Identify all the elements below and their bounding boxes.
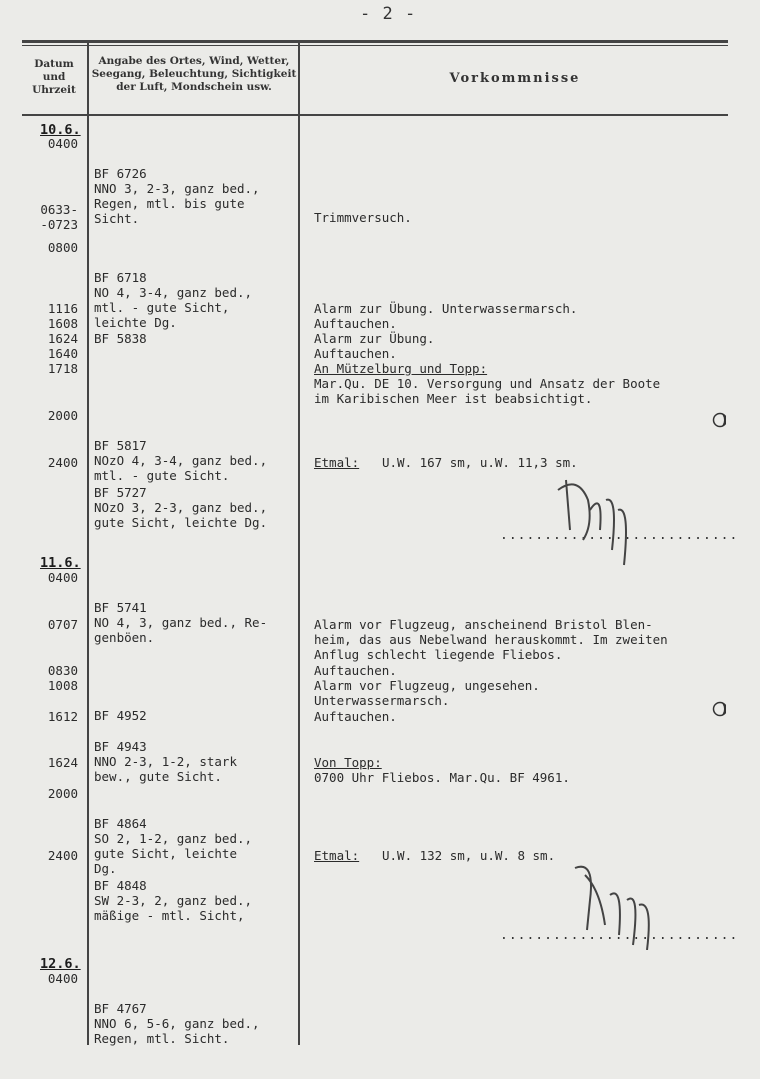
position-entry: BF 6718 NO 4, 3-4, ganz bed., mtl. - gute Sicht, leichte Dg.: [94, 270, 253, 330]
time-entry: 1116: [47, 301, 78, 316]
time-entry: 0800: [47, 240, 78, 255]
signature-line: ...........................: [500, 528, 739, 543]
header-bottom-rule: [22, 114, 728, 116]
column-divider-2: [298, 42, 300, 1045]
column-divider-1: [87, 42, 89, 1045]
time-entry: 1612: [47, 709, 78, 724]
header-location-weather: Angabe des Ortes, Wind, Wetter, Seegang, Beleuchtung, Sichtigkeit der Luft, Mondschein usw.: [91, 55, 297, 93]
event-line: Alarm zur Übung.: [314, 331, 435, 346]
event-line: Anflug schlecht liegende Fliebos.: [314, 647, 563, 662]
time-entry: 2000: [47, 786, 78, 801]
time-entry: 1624: [47, 331, 78, 346]
event-line: U.W. 167 sm, u.W. 11,3 sm.: [382, 455, 578, 470]
position-entry: BF 4767 NNO 6, 5-6, ganz bed., Regen, mtl. Sicht.: [94, 1001, 260, 1046]
time-entry: 2000: [47, 408, 78, 423]
time-entry: 0400: [47, 971, 78, 986]
time-entry: 1608: [47, 316, 78, 331]
table-top-rule-2: [22, 45, 728, 46]
event-line: Alarm vor Flugzeug, anscheinend Bristol Blen-: [314, 617, 653, 632]
etmal-label: Etmal:: [314, 848, 360, 863]
position-entry: BF 5741 NO 4, 3, ganz bed., Re- genböen.: [94, 600, 268, 645]
event-line: Trimmversuch.: [314, 210, 412, 225]
position-entry: BF 5727 NOzO 3, 2-3, ganz bed., gute Sicht, leichte Dg.: [94, 485, 268, 530]
time-entry: 0707: [47, 617, 78, 632]
event-line: Alarm vor Flugzeug, ungesehen.: [314, 678, 540, 693]
time-entry: 2400: [47, 455, 78, 470]
moon-phase-icon: [712, 412, 726, 428]
event-line: Auftauchen.: [314, 709, 397, 724]
date-label: 12.6.: [40, 956, 81, 972]
event-line: heim, das aus Nebelwand herauskommt. Im zweiten: [314, 632, 668, 647]
table-top-rule: [22, 40, 728, 43]
position-entry: BF 6726 NNO 3, 2-3, ganz bed., Regen, mtl. bis gute Sicht.: [94, 166, 260, 226]
event-line: 0700 Uhr Fliebos. Mar.Qu. BF 4961.: [314, 770, 570, 785]
position-entry: BF 4848 SW 2-3, 2, ganz bed., mäßige - mtl. Sicht,: [94, 878, 253, 923]
event-line: im Karibischen Meer ist beabsichtigt.: [314, 391, 593, 406]
handwritten-signature: [565, 860, 665, 950]
event-line: An Mützelburg und Topp:: [314, 361, 488, 376]
time-entry: 1008: [47, 678, 78, 693]
event-line: Auftauchen.: [314, 346, 397, 361]
event-line: Alarm zur Übung. Unterwassermarsch.: [314, 301, 578, 316]
date-label: 11.6.: [40, 555, 81, 571]
event-line: Auftauchen.: [314, 316, 397, 331]
time-entry: 2400: [47, 848, 78, 863]
time-entry: 0830: [47, 663, 78, 678]
moon-phase-icon: [712, 701, 726, 717]
position-entry: BF 4952: [94, 708, 147, 723]
page-number: - 2 -: [360, 4, 417, 24]
handwritten-signature: [548, 470, 638, 570]
header-date-time: Datum und Uhrzeit: [32, 58, 76, 96]
position-entry: BF 4943 NNO 2-3, 1-2, stark bew., gute Sicht.: [94, 739, 237, 784]
signature-line: ...........................: [500, 928, 739, 943]
time-entry: 0400: [47, 136, 78, 151]
event-line: Von Topp:: [314, 755, 382, 770]
position-entry: BF 5817 NOzO 4, 3-4, ganz bed., mtl. - gute Sicht.: [94, 438, 268, 483]
time-entry: 1640: [47, 346, 78, 361]
etmal-label: Etmal:: [314, 455, 360, 470]
event-line: U.W. 132 sm, u.W. 8 sm.: [382, 848, 556, 863]
time-entry: 0633-: [40, 202, 78, 217]
header-events: Vorkommnisse: [449, 71, 581, 86]
position-entry: BF 5838: [94, 331, 147, 346]
position-entry: BF 4864 SO 2, 1-2, ganz bed., gute Sicht, leichte Dg.: [94, 816, 253, 876]
time-entry: 0400: [47, 570, 78, 585]
date-label: 10.6.: [40, 122, 81, 138]
event-line: Mar.Qu. DE 10. Versorgung und Ansatz der Boote: [314, 376, 661, 391]
event-line: Auftauchen.: [314, 663, 397, 678]
time-entry: -0723: [40, 217, 78, 232]
event-line: Unterwassermarsch.: [314, 693, 450, 708]
time-entry: 1718: [47, 361, 78, 376]
time-entry: 1624: [47, 755, 78, 770]
